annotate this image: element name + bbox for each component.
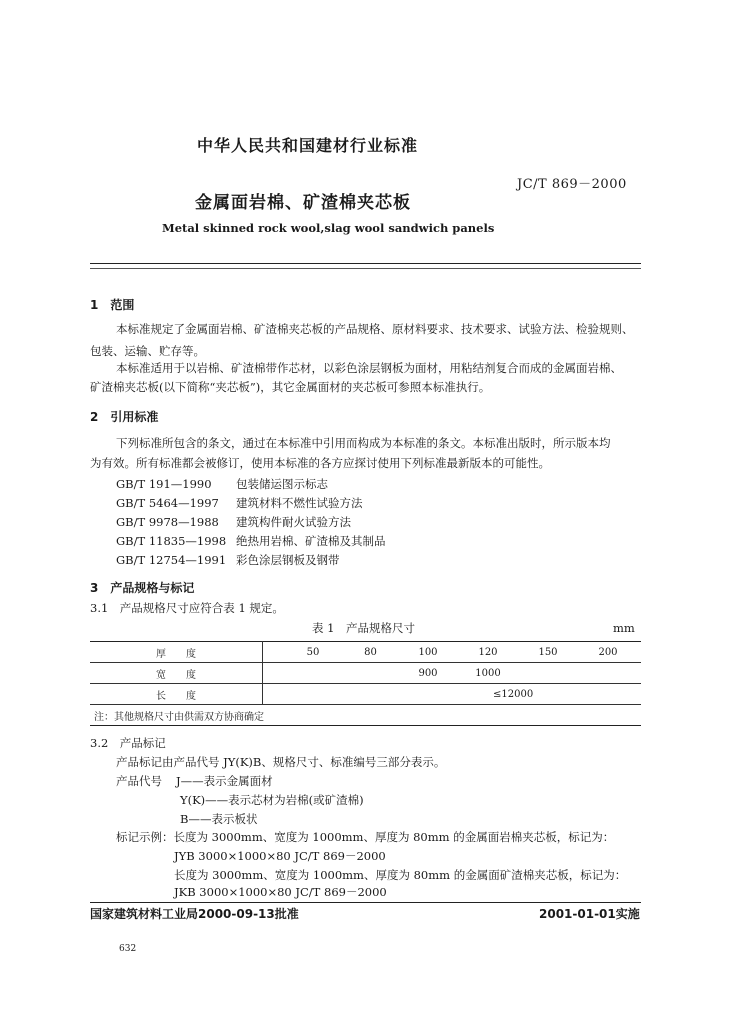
table-row-label: 长 度 — [90, 684, 263, 705]
reference-standard — [116, 533, 386, 549]
table-cell: 200 — [598, 646, 618, 658]
table-row-width — [90, 663, 641, 684]
reference-title: 建筑构件耐火试验方法 — [236, 515, 351, 529]
reference-code: GB/T 11835—1998 — [116, 534, 227, 548]
table-caption: 表 1 产品规格尺寸 — [312, 621, 415, 635]
product-code-yk: Y(K)——表示芯材为岩棉(或矿渣棉) — [180, 793, 364, 807]
table-cell: 80 — [364, 646, 377, 658]
reference-code: GB/T 9978—1988 — [116, 515, 219, 529]
marking-example-line-1: 标记示例：长度为 3000mm、宽度为 1000mm、厚度为 80mm 的金属面岩棉夹芯板，标记为： — [116, 830, 615, 844]
table-row-label: 宽 度 — [90, 663, 263, 684]
table-cell: ≤12000 — [493, 688, 534, 700]
table-row-thickness — [90, 642, 641, 663]
reference-title: 建筑材料不燃性试验方法 — [236, 496, 363, 510]
section-3-1-text: 3.1 产品规格尺寸应符合表 1 规定。 — [90, 601, 284, 615]
reference-code: GB/T 191—1990 — [116, 477, 212, 491]
section-2-heading: 2 引用标准 — [90, 410, 159, 424]
product-spec-table — [90, 641, 641, 726]
table-cell: 1000 — [475, 667, 501, 679]
header-divider-thin — [90, 268, 641, 269]
reference-title: 彩色涂层钢板及钢带 — [236, 553, 340, 567]
reference-standard — [116, 476, 328, 492]
reference-standard — [116, 514, 351, 530]
reference-title: 绝热用岩棉、矿渣棉及其制品 — [236, 534, 386, 548]
section-1-paragraph-2-line-2: 矿渣棉夹芯板(以下简称“夹芯板”)，其它金属面材的夹芯板可参照本标准执行。 — [90, 380, 491, 394]
table-cell: 120 — [478, 646, 498, 658]
marking-example-mark-1: JYB 3000×1000×80 JC/T 869－2000 — [174, 849, 386, 863]
marking-example-mark-2: JKB 3000×1000×80 JC/T 869－2000 — [174, 885, 387, 899]
footer-divider — [90, 902, 641, 903]
document-title-en: Metal skinned rock wool,slag wool sandwich panels — [162, 221, 495, 235]
implementation-date: 2001-01-01实施 — [539, 907, 640, 921]
product-code-j: J——表示金属面材 — [176, 774, 273, 788]
standard-number: JC/T 869－2000 — [517, 177, 627, 192]
section-3-heading: 3 产品规格与标记 — [90, 581, 195, 595]
table-row-label: 厚 度 — [90, 642, 263, 663]
section-1-paragraph-1-line-2: 包装、运输、贮存等。 — [90, 344, 205, 358]
section-1-paragraph-1-line-1: 本标准规定了金属面岩棉、矿渣棉夹芯板的产品规格、原材料要求、技术要求、试验方法、检验规则、 — [116, 322, 634, 336]
reference-standard — [116, 552, 340, 568]
header-divider-thick — [90, 263, 641, 264]
marking-example-line-2: 长度为 3000mm、宽度为 1000mm、厚度为 80mm 的金属面矿渣棉夹芯板，标记为： — [174, 868, 627, 882]
section-3-2-heading: 3.2 产品标记 — [90, 736, 166, 750]
table-note: 注：其他规格尺寸由供需双方协商确定 — [94, 711, 264, 723]
product-code-label: 产品代号 — [116, 774, 162, 788]
section-2-paragraph-line-2: 为有效。所有标准都会被修订，使用本标准的各方应探讨使用下列标准最新版本的可能性。 — [90, 456, 550, 470]
document-title-cn: 金属面岩棉、矿渣棉夹芯板 — [195, 193, 411, 213]
section-1-heading: 1 范围 — [90, 298, 135, 312]
section-1-paragraph-2-line-1: 本标准适用于以岩棉、矿渣棉带作芯材，以彩色涂层钢板为面材，用粘结剂复合而成的金属面岩棉、 — [116, 361, 622, 375]
product-code-b: B——表示板状 — [180, 812, 258, 826]
reference-standard — [116, 495, 363, 511]
reference-title: 包装储运图示标志 — [236, 477, 328, 491]
reference-code: GB/T 12754—1991 — [116, 553, 227, 567]
section-2-paragraph-line-1: 下列标准所包含的条文，通过在本标准中引用而构成为本标准的条文。本标准出版时，所示版本均 — [116, 436, 611, 450]
table-cell: 100 — [418, 646, 438, 658]
table-cell: 900 — [418, 667, 438, 679]
table-row-note — [90, 705, 641, 726]
approval-date: 国家建筑材料工业局2000-09-13批准 — [90, 907, 299, 921]
table-unit: mm — [613, 621, 635, 635]
page-number: 632 — [119, 944, 137, 954]
section-3-2-text: 产品标记由产品代号 JY(K)B、规格尺寸、标准编号三部分表示。 — [116, 755, 446, 769]
issuing-organization: 中华人民共和国建材行业标准 — [197, 136, 419, 155]
reference-code: GB/T 5464—1997 — [116, 496, 219, 510]
table-cell: 50 — [306, 646, 320, 658]
table-row-length — [90, 684, 641, 705]
table-cell: 150 — [538, 646, 558, 658]
